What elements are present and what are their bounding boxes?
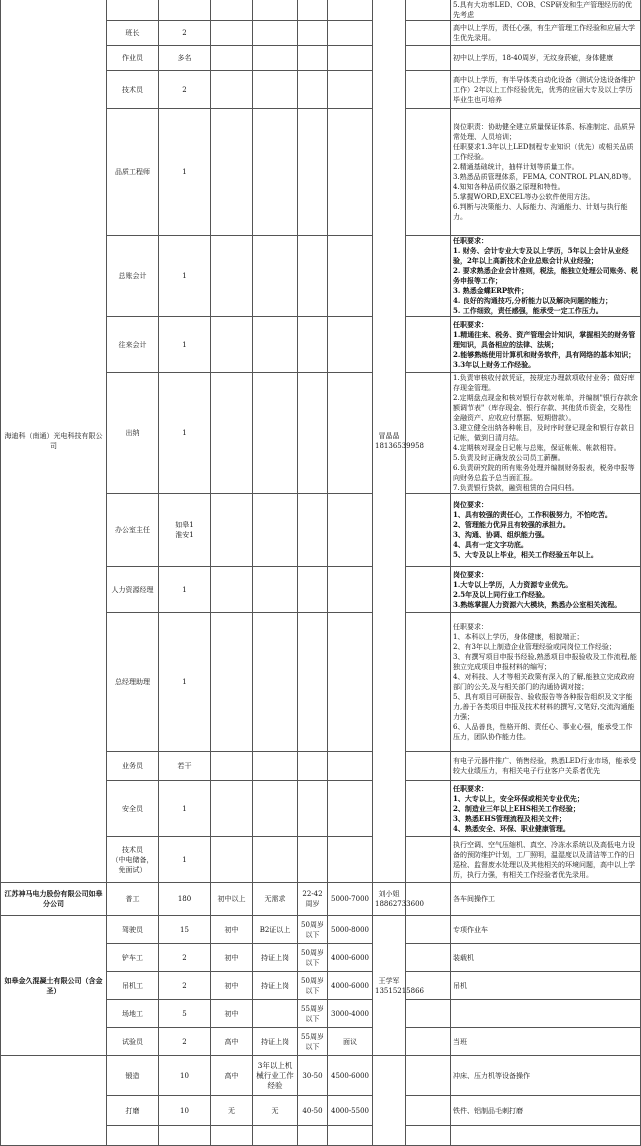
job-count: 2 xyxy=(159,1028,211,1056)
job-title: 普工 xyxy=(107,883,159,916)
job-title: 安全员 xyxy=(107,781,159,837)
contact-phone: 18862733600 xyxy=(375,900,424,908)
job-count: 1 xyxy=(159,236,211,317)
job-title: 试验员 xyxy=(107,1028,159,1056)
job-count: 1 xyxy=(159,781,211,837)
job-count: 15 xyxy=(159,916,211,944)
job-requirements: 专项作业车 xyxy=(451,916,641,944)
job-requirements: 1.负责审核收付款凭证，按规定办理款项收付业务；做好库存现金管理。 2.定期盘点现金和核对银行存款对帐单，并编制"银行存款余额调节表"（库存现金、银行存款、其他货币资金，交易性金融资产、应收应付票据、短期借款）。 3.建立健全出纳各种帐目，及时序时登记现金和银行存款日记帐，做到日清月结。 4.定期核对现金日记帐与总账，保证帐帐、帐款相符。 5.负责及时正确发放公司员工薪酬。 6.负责研究院的所有账务处理并编制财务报表，税务申报等向财务总监予总当面汇报。 7.负责银行贷款，融资租赁的合同归档。 xyxy=(451,373,641,494)
job-count xyxy=(159,0,211,21)
job-count: 1 xyxy=(159,567,211,613)
job-requirements: 岗位职责：协助健全建立质量保证体系、标准制定、品质异常处理、人员培训； 任职要求1.3年以上LED制程专业知识（优先）或相关品质工作经验。 2.精通基础统计，抽样计划等质量工作。 3.熟悉品质管理体系，FEMA, CONTROL PLAN,8D等。 4.知知各种品质仪器之原理和特性。 5.掌握WORD,EXCEL等办公软件使用方法。 6.判断与决策能力、人际能力、沟通能力、计划与执行能力。 xyxy=(451,109,641,236)
job-education: 初中以上 xyxy=(211,883,253,916)
job-count: 1 xyxy=(159,613,211,752)
job-salary: 面议 xyxy=(328,1028,373,1056)
job-education: 初中 xyxy=(211,944,253,972)
job-title: 班长 xyxy=(107,21,159,46)
job-requirements: 当班 xyxy=(451,1028,641,1056)
job-requirements: 高中以上学历，责任心强，有生产管理工作经验和应届大学生优先录用。 xyxy=(451,21,641,46)
job-experience: 持证上岗 xyxy=(253,944,298,972)
job-title: 吊机工 xyxy=(107,972,159,1000)
contact-phone: 13515215866 xyxy=(375,986,424,995)
job-requirements: 初中以上学历，18-40周岁，无纹身菸疵，身体健康 xyxy=(451,46,641,71)
job-title: 品质工程师 xyxy=(107,109,159,236)
job-requirements: 高中以上学历，有半导体类自动化设备（测试分选设备维护工作）2年以上工作经验优先，优秀的应届大专及以上学历毕业生也可培养 xyxy=(451,71,641,109)
job-requirements: 任职要求： 1.精通往来、税务、资产管理会计知识，掌握相关的财务管理知识，具备相应的法律、法规； 2.能够熟练使用计算机和财务软件，具有网络的基本知识； 3.3年以上财务工作经验。 xyxy=(451,317,641,373)
job-count: 2 xyxy=(159,21,211,46)
job-age: 55周岁以下 xyxy=(298,1028,328,1056)
company-name xyxy=(1,1056,107,1146)
job-count: 1 xyxy=(159,317,211,373)
job-experience: 无 xyxy=(253,1096,298,1126)
job-title: 场地工 xyxy=(107,1000,159,1028)
job-experience xyxy=(253,1000,298,1028)
job-age: 40-50 xyxy=(298,1096,328,1126)
job-count: 10 xyxy=(159,1096,211,1126)
job-experience: 3年以上机械行业工作经验 xyxy=(253,1056,298,1096)
job-count: 180 xyxy=(159,883,211,916)
job-requirements: 各车间操作工 xyxy=(451,883,641,916)
job-requirements: 有电子元器件推广、销售经验，熟悉LED行业市场，能承受较大业绩压力，有相关电子行业客户关系者优先 xyxy=(451,752,641,781)
job-experience: 持证上岗 xyxy=(253,1028,298,1056)
job-count: 1 xyxy=(159,109,211,236)
job-title: 往来会计 xyxy=(107,317,159,373)
job-salary: 4500-6000 xyxy=(328,1056,373,1096)
job-salary: 4000-6000 xyxy=(328,944,373,972)
job-count: 如皋1 淮安1 xyxy=(159,494,211,567)
job-education: 高中 xyxy=(211,1028,253,1056)
job-education: 初中 xyxy=(211,1000,253,1028)
job-requirements: 任职要求： 1. 财务、会计专业大专及以上学历，5年以上会计从业经验，2年以上高新技术企业总账会计从业经验； 2. 要求熟悉企业会计准则，税法，能独立处理公司账务、税务申报等工作； 3. 熟悉金蝶ERP软件； 4. 良好的沟通技巧,分析能力以及解决问题的能力； 5. 工作细致，责任感强，能承受一定工作压力。 xyxy=(451,236,641,317)
job-age: 22-42周岁 xyxy=(298,883,328,916)
job-salary: 4000-5500 xyxy=(328,1096,373,1126)
job-requirements: 装载机 xyxy=(451,944,641,972)
table-row xyxy=(1,916,641,944)
job-age: 50周岁以下 xyxy=(298,972,328,1000)
job-title: 技术员 （中电储备，免面试） xyxy=(107,837,159,883)
company-name: 如皋金久混凝土有限公司（含金圣） xyxy=(1,916,107,1056)
job-salary: 5000-7000 xyxy=(328,883,373,916)
table-row xyxy=(1,0,641,21)
job-requirements: 执行空调、空气压缩机、真空、冷冻水系统以及高低电力设备的预防维护计划，工厂照明，温湿度以及清洁等工作的日巡检、监督废水处理以及其他相关的环境问题，高中以上学历，执行力强，有相关工作经验者优先录用。 xyxy=(451,837,641,883)
job-title: 打磨 xyxy=(107,1096,159,1126)
job-requirements: 5.具有大功率LED、COB、CSP研发和生产管理经历的优先考虑 xyxy=(451,0,641,21)
contact-cell xyxy=(373,916,424,1056)
job-title: 人力资源经理 xyxy=(107,567,159,613)
job-experience: 无需求 xyxy=(253,883,298,916)
job-title: 锻造 xyxy=(107,1056,159,1096)
table-row xyxy=(1,883,641,916)
company-name: 海迪科（南通）光电科技有限公司 xyxy=(1,0,107,883)
table-row xyxy=(1,1056,641,1096)
job-count: 2 xyxy=(159,71,211,109)
job-title xyxy=(107,0,159,21)
job-title: 出纳 xyxy=(107,373,159,494)
job-count: 多名 xyxy=(159,46,211,71)
job-requirements: 岗位要求： 1、具有较强的责任心，工作积极努力，不怕吃苦。 2、管理能力优异且有较强的承担力。 3、沟通、协调、组织能力强。 4、具有一定文字功底。 5、大专及以上毕业，相关工作经验五年以上。 xyxy=(451,494,641,567)
job-count: 1 xyxy=(159,837,211,883)
job-salary: 4000-6000 xyxy=(328,972,373,1000)
job-age: 50周岁以下 xyxy=(298,944,328,972)
job-requirements xyxy=(451,1000,641,1028)
job-education: 初中 xyxy=(211,972,253,1000)
job-title: 总经理助理 xyxy=(107,613,159,752)
job-experience: 持证上岗 xyxy=(253,972,298,1000)
job-title: 总账会计 xyxy=(107,236,159,317)
contact-cell xyxy=(373,883,424,916)
job-requirements: 任职要求： 1、大专以上，安全环保或相关专业优先； 2、制造业三年以上EHS相关工作经验； 3、熟悉EHS管理流程及相关文件； 4、熟悉安全、环保、职业健康管理。 xyxy=(451,781,641,837)
contact-phone: 18136539958 xyxy=(375,442,424,450)
job-count: 5 xyxy=(159,1000,211,1028)
job-education: 高中 xyxy=(211,1056,253,1096)
job-education: 初中 xyxy=(211,916,253,944)
job-count: 2 xyxy=(159,972,211,1000)
job-age: 30-50 xyxy=(298,1056,328,1096)
job-count: 10 xyxy=(159,1056,211,1096)
job-age: 55周岁以下 xyxy=(298,1000,328,1028)
contact-name: 刘小姐 xyxy=(378,890,400,898)
job-requirements: 任职要求： 1、本科以上学历，身体健康，相貌端正； 2、有3年以上制造企业管理经验或同岗位工作经验； 3、有撰写项目申报书经验,熟悉项目申报验收及工作流程,能独立完成项目申报材料的编写； 4、对科技、人才等相关政策有深入的了解,能独立完成政府部门的公关,及与相关部门的沟通协调对接； 5、具有项目可研报告、验收报告等各种报告组织及文字能力,善于各类项目申报及技术材料的撰写,文笔好,交流沟通能力强； 6、人品善良，性格开朗、责任心、事业心强，能承受工作压力，团队协作能力佳。 xyxy=(451,613,641,752)
job-requirements: 冲床、压力机等设备操作 xyxy=(451,1056,641,1096)
contact-name: 王学军 xyxy=(378,976,400,985)
job-requirements: 铁件、铝制品毛刺打磨 xyxy=(451,1096,641,1126)
job-count: 1 xyxy=(159,373,211,494)
contact-cell xyxy=(373,0,424,883)
job-title: 驾驶员 xyxy=(107,916,159,944)
contact-cell xyxy=(373,1056,406,1146)
job-title: 铲车工 xyxy=(107,944,159,972)
job-title: 技术员 xyxy=(107,71,159,109)
job-title: 办公室主任 xyxy=(107,494,159,567)
job-experience: B2证以上 xyxy=(253,916,298,944)
job-salary: 3000-4000 xyxy=(328,1000,373,1028)
job-count: 2 xyxy=(159,944,211,972)
job-count: 若干 xyxy=(159,752,211,781)
job-salary: 5000-8000 xyxy=(328,916,373,944)
contact-name: 冒晶晶 xyxy=(378,432,400,440)
job-title: 作业员 xyxy=(107,46,159,71)
job-title: 业务员 xyxy=(107,752,159,781)
job-requirements: 岗位要求： 1.大专以上学历，人力资源专业优先。 2.5年及以上同行业工作经验。 3.熟练掌握人力资源六大模块，熟悉办公室相关流程。 xyxy=(451,567,641,613)
job-requirements: 吊机 xyxy=(451,972,641,1000)
job-age: 50周岁以下 xyxy=(298,916,328,944)
company-name: 江苏神马电力股份有限公司如皋分公司 xyxy=(1,883,107,916)
job-education: 无 xyxy=(211,1096,253,1126)
